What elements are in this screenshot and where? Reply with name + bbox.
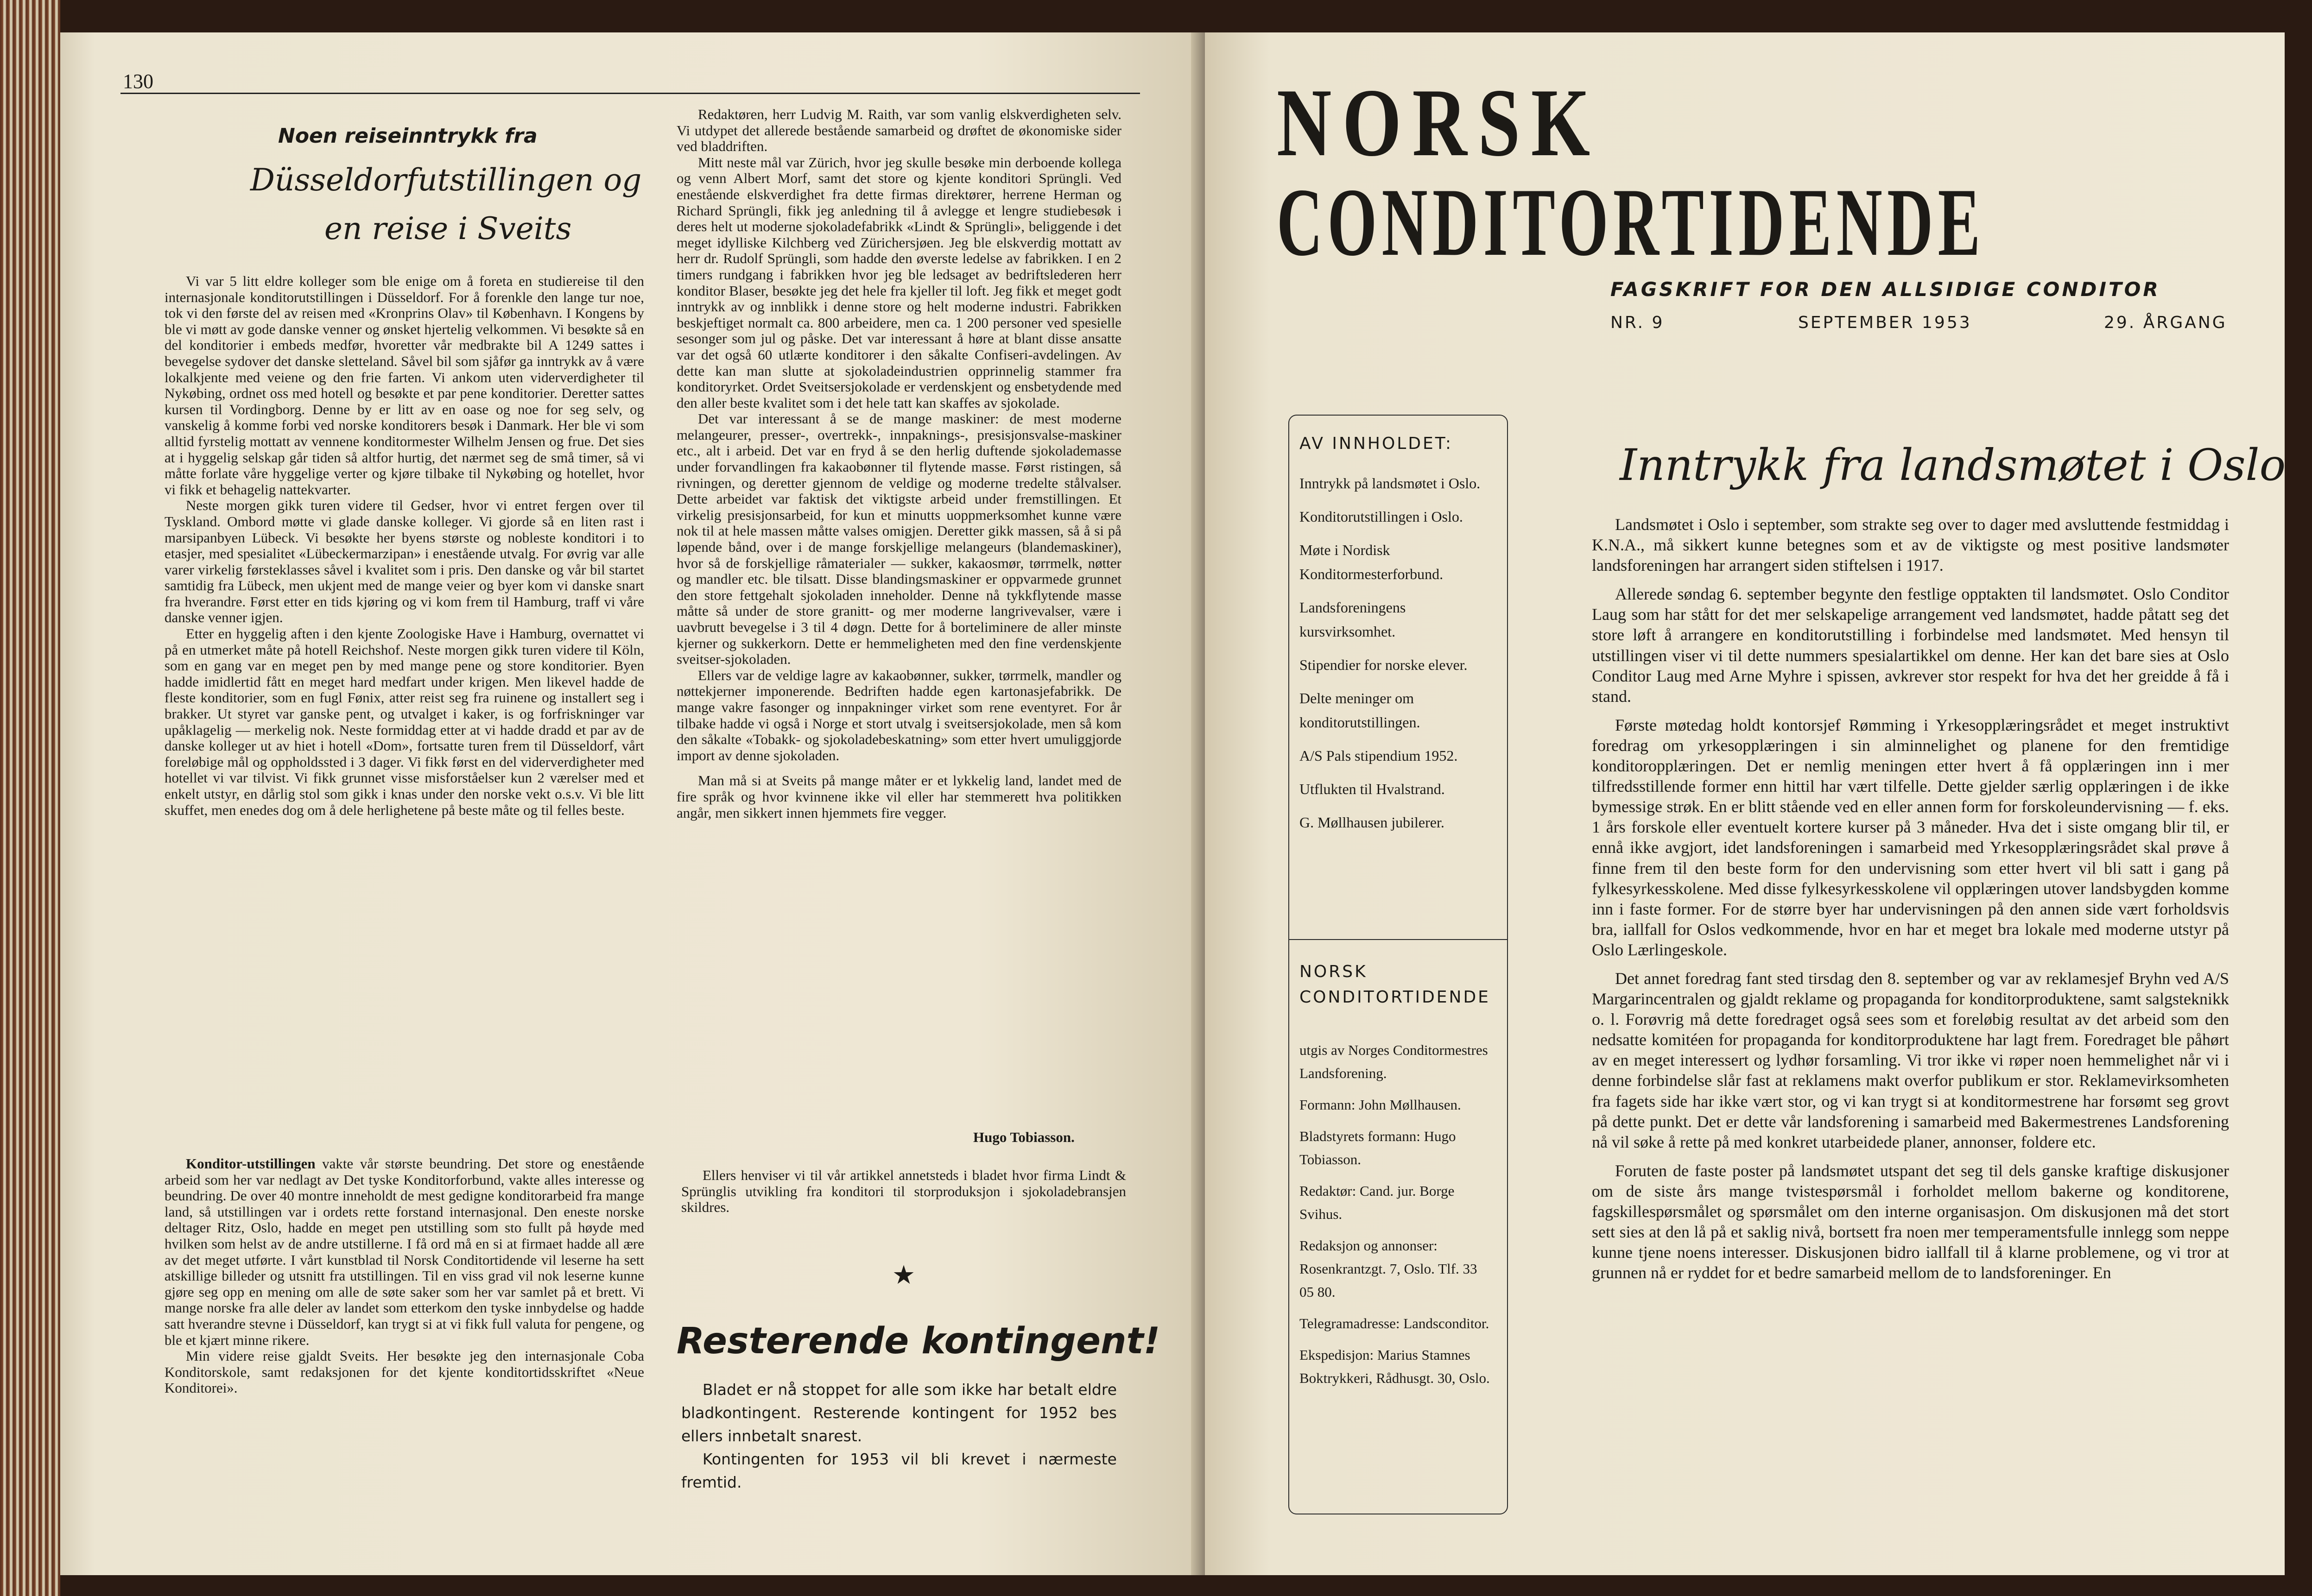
publication-info (1299, 1039, 1494, 1398)
paragraph: Min videre reise gjaldt Sveits. Her besøkte jeg den internasjonale Coba Konditorskole, samt redaksjonen for det kjente konditortidsskriftet «Neue Konditorei». (165, 1348, 644, 1396)
right-article-title: Inntrykk fra landsmøtet i Oslo (1620, 440, 2286, 491)
contents-heading-text: AV INNHOLDET: (1299, 434, 1453, 453)
info-item: Redaksjon og annonser: Rosenkrantzgt. 7, Oslo. Tlf. 33 05 80. (1299, 1237, 1477, 1300)
left-column-2 (677, 107, 1121, 821)
star-ornament: ★ (892, 1261, 916, 1290)
author-signature: Hugo Tobiasson. (973, 1129, 1075, 1145)
masthead-line-1: NORSK (1277, 69, 1601, 177)
paragraph: Det var interessant å se de mange maskiner: de mest moderne melangeurer, presser-, overtrekk-, innpaknings-, presisjonsvalse-maskiner etc., alt i arbeid. Det var en fryd å se den herlig duftende sjokolademasse under forvandlingen fra kakaobønner til flytende masse. Først ristingen, så rivningen, og deretter gjennom de veldige og moderne tredelte stålvalser. Dette arbeidet var faktisk det viktigste arbeid under fremstillingen. Et virkelig presisjonsarbeid, for kun et minutts uoppmerksomhet kunne være nok til at hele massen måtte valses omigjen. Deretter gikk massen, så å si på løpende bånd, over i de mange forskjellige melangeurs (blandemaskiner), hvor så de forskjellige råmaterialer — sukker, kakaosmør, tørrmelk, nøtter og mandler etc. ble tilsatt. Disse blandingsmaskiner er oppvarmede grunnet den store fettgehalt sjokoladen inneholder. Denne nå tykkflytende masse måtte så under de store granitt- og mer moderne langrivevalser, være i uavbrutt bevegelse i 3 til 4 døgn. Dette for å borteliminere de aller minste kjerner og sukkerkorn. Dette er hemmeligheten med den fine verdenskjente sveitser-sjokoladen. (677, 410, 1121, 668)
info-item: Formann: John Møllhausen. (1299, 1097, 1461, 1113)
header-rule (120, 93, 1140, 94)
info-heading (1289, 962, 1507, 1007)
paragraph: Det annet foredrag fant sted tirsdag den 8. september og var av reklamesjef Bryhn ved A/S Margarincentralen og gjaldt reklame og propaganda for konditorproduktene, samt salgsteknikk o. l. Forøvrig må dette foredraget også sees som et foreløbig resultat av det arbeid som den nedsatte komitéen for propaganda for konditorproduktene har lagt frem. Foredraget ble påhørt av en meget interessert og lydhør forsamling. Vi tror ikke vi røper noen hemmelighet når vi i denne forbindelse slår fast at reklamens makt overfor publikum er stor. Reklamevirksomheten fra fagets side har ikke vært stor, og vi kan trygt si at konditormestrene har forsømt seg grovt på dette punkt. Det er dette vår landsforening i samarbeid med Bakermestrenes Landsforening nå vil søke å rette på med konkret utarbeidede planer, annonser, foldere etc. (1592, 969, 2229, 1151)
paragraph (165, 1156, 644, 1348)
info-item: Telegramadresse: Landsconditor. (1299, 1315, 1489, 1331)
notice-title: Resterende kontingent! (677, 1320, 1160, 1362)
left-column-1-continued (165, 1156, 644, 1396)
info-heading-line-2: CONDITORTIDENDE (1299, 988, 1490, 1007)
contents-item: Konditorutstillingen i Oslo. (1299, 508, 1463, 525)
paragraph: Mitt neste mål var Zürich, hvor jeg skulle besøke min derboende kollega og venn Albert Morf, samt det store og kjente konditori Sprüngli. Ved enestående elskverdighet fra dette firmas direktører, herrene Herman og Richard Sprüngli, fikk jeg anledning til å avlegge et lengre studiebesøk i deres helt ut moderne sjokoladefabrikk «Lindt & Sprüngli», beliggende i det meget idylliske Kilchberg ved Zürichersjøen. Jeg ble elskverdig mottatt av herr dr. Rudolf Sprüngli, som hadde den øverste ledelse av fabrikken. I en 2 timers rundgang i fabrikken hvor jeg ble ledsaget av bedriftslederen herr konditor Blaser, besøkte jeg det hele fra kjeller til loft. Jeg fikk et meget godt inntrykk av og innblikk i denne store og helt moderne industri. Fabrikken beskjeftiget normalt ca. 800 arbeidere, men ca. 1 200 personer ved spesielle sesonger som jul og påske. Det var interessant å høre at blant disse ansatte var det også 60 utlærte konditorer i den såkalte Confiseri-avdelingen. Av dette kan man slutte at sjokoladeindustrien opprinnelig stammer fra konditoryrket. Ordet Sveitsersjokolade er verdenskjent og ensbetydende med den aller beste kvalitet som i det hele tatt kan skaffes av sjokolade. (677, 154, 1121, 411)
paragraph: Bladet er nå stoppet for alle som ikke har betalt eldre bladkontingent. Resterende kontingent for 1952 bes ellers innbetalt snarest. (681, 1381, 1117, 1445)
contents-item: Delte meninger om konditorutstillingen. (1299, 690, 1420, 731)
contents-item: Stipendier for norske elever. (1299, 656, 1468, 673)
cross-reference-note (681, 1167, 1126, 1216)
paragraph: Landsmøtet i Oslo i september, som strakte seg over to dager med avsluttende festmiddag i K.N.A., må sikkert kunne betegnes som et av de viktigste og mest positive landsmøter landsforeningen har arrangert siden stiftelsen i 1917. (1592, 515, 2229, 575)
paragraph: Foruten de faste poster på landsmøtet utspant det seg til dels ganske kraftige diskusjoner om de siste års mange tvistespørsmål i forholdet mellom bakerne og konditorene, fagskillespørsmålet og spørsmålet om den interne organisasjon. Om diskusjonen må det stort sett sies at den lå på et saklig nivå, bortsett fra noen mer temperamentsfulle innlegg som neppe kunne tjene noens interesser. Diskusjonen bidro iallfall til å klarne problemene, og vi tror at grunnen nå er ryddet for et bedre samarbeid mellom de to landsforeninger. En (1592, 1161, 2229, 1282)
article-title-line-1: Düsseldorfutstillingen og (250, 162, 642, 198)
contents-list (1299, 471, 1494, 844)
paragraph: Neste morgen gikk turen videre til Gedser, hvor vi entret fergen over til Tyskland. Ombord møtte vi glade danske kolleger. Vi gjorde så en liten rast i marsipanbyen Lübeck. Vi besøkte her byens største og nobleste konditori i to etasjer, med spesialitet «Lübeckermarzipan» i enestående utvalg. For øvrig var alle varer virkelig førsteklasses såvel i kvalitet som i pris. Den danske og vår bil startet samtidig fra Lübeck, men ukjent med de mange veier og byer kom vi danske snart fra hverandre. Først etter en tids kjøring og vi kom frem til Hamburg, traff vi våre danske venner igjen. (165, 497, 644, 626)
contents-item: Utflukten til Hvalstrand. (1299, 781, 1445, 797)
contents-heading (1289, 434, 1507, 453)
paragraph: Første møtedag holdt kontorsjef Rømming i Yrkesopplæringsrådet et meget instruktivt foredrag om yrkesopplæringen i sin alminnelighet og planene for den fremtidige konditoropplæringen. Det er nemlig meningen etter hvert å få opplæringen inn i mer tilfredsstillende former enn hittil har vært tilfelle. Dette gjelder særlig opplæringen i de ikke bymessige strøk. En er blitt stående ved en eller annen form for forskoleundervisning — f. eks. 1 års forskole eller eventuelt kortere kurser på 3 måneder. Hva det i siste omgang blir til, er ennå ikke avgjort, idet landsforeningen i samarbeid med Yrkesopplæringsrådet skal prøve å finne frem til den beste form for den undervisning som etter hvert vil bli satt i gang på fylkesyrkesskolene. Med disse fylkesyrkesskolene vil opplæringen utover landsbygden komme inn i faste former. For de større byer har undervisningen på den annen side vært forholdsvis bra, iallfall for Oslos vedkommende, hvor en har et meget bra lokale med moderne utstyr på Oslo Lærlingeskole. (1592, 715, 2229, 959)
paragraph: Kontingenten for 1953 vil bli krevet i nærmeste fremtid. (681, 1450, 1117, 1491)
paragraph: Ellers var de veldige lagre av kakaobønner, sukker, tørrmelk, mandler og nøttekjerner imponerende. Bedriften hadde egen kartonasjefabrikk. De mange vakre fasonger og innpakninger virket som rene eventyret. For år tilbake hadde vi også i Norge et stort utvalg i sveitsersjokolade, men så kom den såkalte «Tobakk- og sjokoladebeskatning» som etter hvert umuliggjorde import av denne sjokoladen. (677, 667, 1121, 763)
notice-body (681, 1378, 1117, 1494)
page-number: 130 (123, 70, 153, 93)
issue-date: SEPTEMBER 1953 (1798, 313, 1972, 332)
run-in-heading: Konditor-utstillingen (186, 1155, 316, 1172)
contents-item: G. Møllhausen jubilerer. (1299, 814, 1444, 831)
issue-number: NR. 9 (1610, 313, 1665, 332)
paragraph: Ellers henviser vi til vår artikkel annetsteds i bladet hvor firma Lindt & Sprünglis utvikling fra konditori til storproduksjon i sjokoladebransjen skildres. (681, 1167, 1126, 1216)
masthead-line-2: CONDITORTIDENDE (1277, 169, 1985, 276)
left-column-1 (165, 273, 644, 818)
info-heading-line-1: NORSK (1299, 962, 1368, 981)
right-article-body (1592, 514, 2229, 1291)
contents-item: Inntrykk på landsmøtet i Oslo. (1299, 475, 1481, 492)
article-title-line-2: en reise i Sveits (324, 211, 572, 246)
paragraph-text: vakte vår største beundring. Det store og enestående arbeid som her var nedlagt av Det tyske Konditorforbund, vakte alles interesse og beundring. De over 40 montre inneholdt de mest gedigne konditorarbeid fra mange land, så utstillingen var i ordets rette forstand internasjonal. Den eneste norske deltager Ritz, Oslo, hadde en meget pen utstilling som sto fullt på høyde med hvilken som helst av de andre utstillerne. I få ord må en si at firmaet hadde all ære av det meget utførte. I vårt kunstblad til Norsk Conditortidende vil leserne ha sett atskillige billeder og utsnitt fra utstillingen. Til en viss grad vil nok leserne kunne gjøre seg opp en mening om alle de søte saker som her var samlet på et brett. Vi mange norske fra alle deler av landet som etterkom den tyske innbydelse og hadde satt hverandre stevne i Düsseldorf, kan trygt si at vi fikk full valuta for pengene, og ble et kjært minne rikere. (165, 1155, 644, 1348)
sidebar-divider (1289, 939, 1507, 940)
page-edges (0, 0, 60, 1596)
issue-volume: 29. ÅRGANG (2104, 313, 2227, 332)
info-item: Bladstyrets formann: Hugo Tobiasson. (1299, 1128, 1456, 1167)
paragraph: Redaktøren, herr Ludvig M. Raith, var som vanlig elskverdigheten selv. Vi utdypet det allerede bestående samarbeid og drøftet de økonomiske sider ved bladdriften. (677, 106, 1121, 155)
paragraph: Man må si at Sveits på mange måter er et lykkelig land, landet med de fire språk og hvor kvinnene ikke vil eller har stemmerett hva politikken angår, men sikkert innen hjemmets fire vegger. (677, 772, 1121, 821)
info-item: utgis av Norges Conditormestres Landsforening. (1299, 1042, 1488, 1081)
paragraph: Vi var 5 litt eldre kolleger som ble enige om å foreta en studiereise til den internasjonale konditorutstillingen i Düsseldorf. For å forenkle den lange tur noe, tok vi den første del av reisen med «Kronprins Olav» til København. I Kongens by ble vi møtt av gode danske venner og ønsket hjertelig velkommen. Vi besøkte så en del konditorier i embeds medfør, hvoretter vår medbrakte bil A 1249 sattes i bevegelse sydover det danske sletteland. Såvel bil som sjåfør ga inntrykk av å være lokalkjente med veiene og den frie farten. Vi ankom uten viderverdigheter til Nykøbing, ordnet oss med hotell og besøkte et par pene konditorier. Deretter sattes kursen til Vordingborg. Denne by er litt av en oase og noe for seg selv, og vanskelig å komme forbi ved norske konditorers besøk i Danmark. Her ble vi som alltid fyrstelig mottatt av vennene konditormester Wilhelm Jensen og frue. Det sies at i hyggelig selskap går tiden så altfor hurtig, det nærmet seg de små timer, så vi måtte forlate våre hyggelige verter og kjøre tilbake til Nykøbing og hotellet, hvor vi fikk et behagelig nattekvarter. (165, 273, 644, 498)
info-item: Redaktør: Cand. jur. Borge Svihus. (1299, 1183, 1455, 1222)
contents-item: Landsforeningens kursvirksomhet. (1299, 599, 1406, 640)
masthead-subtitle: FAGSKRIFT FOR DEN ALLSIDIGE CONDITOR (1610, 278, 2160, 301)
paragraph: Allerede søndag 6. september begynte den festlige opptakten til landsmøtet. Oslo Conditor Laug som har stått for det mer selskapelige arrangement ved landsmøtet, hadde påtatt seg det store løft å arrangere en konditorutstilling i forbindelse med landsmøtet. Med hensyn til utstillingen viser vi til dette nummers spesialartikkel om denne. Her kan det bare sies at Oslo Conditor Laug med Arne Myhre i spissen, avkrever stor respekt for hva det her greidde å få i stand. (1592, 585, 2229, 706)
contents-item: A/S Pals stipendium 1952. (1299, 747, 1458, 764)
paragraph: Etter en hyggelig aften i den kjente Zoologiske Have i Hamburg, overnattet vi på en utmerket måte på hotell Reichshof. Neste morgen gikk turen videre til Köln, som en gang var en meget pen by med mange pene og store konditorier. Byen hadde imidlertid fått en meget hard medfart under krigen. Men likevel hadde de fleste konditorier, som en fugl Føniх, atter reist seg fra ruinene og installert seg i brakker. Ut styret var ganske pent, og utvalget i kaker, is og forfriskninger var upåklagelig — merkelig nok. Neste formiddag etter at vi hadde dradd et par av de danske kolleger ut av hiet i hotell «Dom», fortsatte turen frem til Düsseldorf, vårt foreløbige mål og oppholdssted i 3 dager. Vi fikk først en del viderverdigheter med hotellet vi var tilvist. Vi fikk grunnet visse misforståelser kun 2 værelser med et enkelt utstyr, en dårlig stol som gikk i knas under den norske vekt o.s.v. Vi ble litt skuffet, men enedes dog om å dele herlighetene på beste måte og til felles beste. (165, 625, 644, 818)
sidebar-box (1288, 415, 1508, 1514)
article-kicker: Noen reiseinntrykk fra (278, 124, 538, 148)
contents-item: Møte i Nordisk Konditormesterforbund. (1299, 542, 1444, 582)
info-item: Ekspedisjon: Marius Stamnes Boktrykkeri, Rådhusgt. 30, Oslo. (1299, 1347, 1490, 1386)
